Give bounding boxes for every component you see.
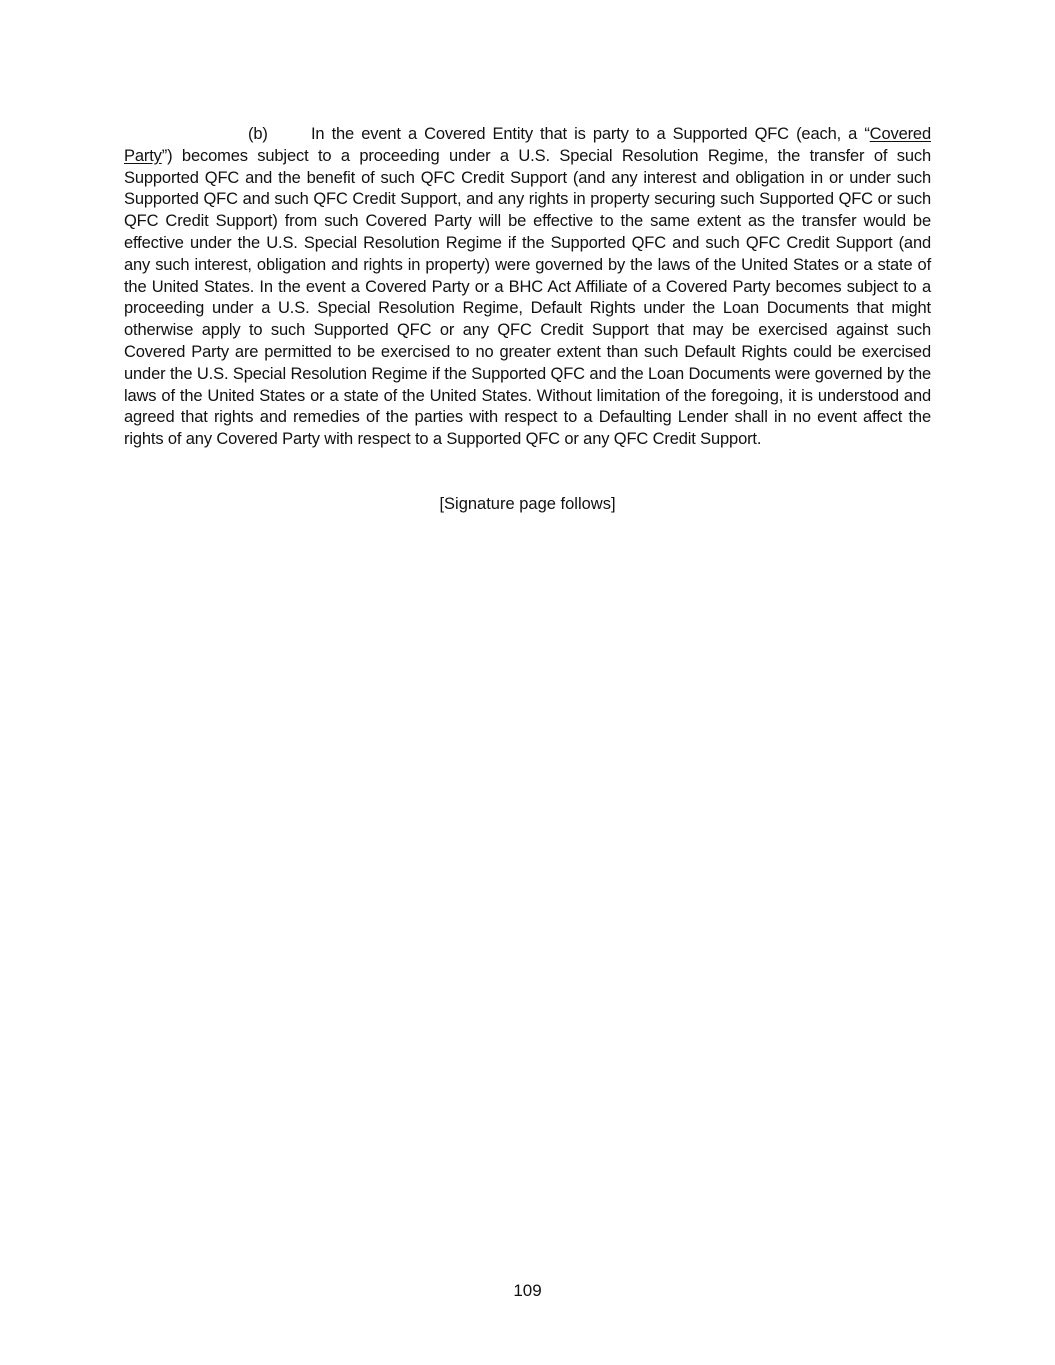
paragraph-label: (b) [248,125,268,143]
paragraph-body: ”) becomes subject to a proceeding under a U.S. Special Resolution Regime, the transfer of such Supported QFC and the benefit of such QFC Credit Support (and any interest and obligation in or under such Supported QFC and such QFC Credit Support, and any rights in property securing such Supported QFC or such QFC Credit Support) from such Covered Party will be effective to the same extent as the transfer would be effective under the U.S. Special Resolution Regime if the Supported QFC and such QFC Credit Support (and any such interest, obligation and rights in property) were governed by the laws of the United States or a state of the United States. In the event a Covered Party or a BHC Act Affiliate of a Covered Party becomes subject to a proceeding under a U.S. Special Resolution Regime, Default Rights under the Loan Documents that might otherwise apply to such Supported QFC or any QFC Credit Support that may be exercised against such Covered Party are permitted to be exercised to no greater extent than such Default Rights could be exercised under the U.S. Special Resolution Regime if the Supported QFC and the Loan Documents were governed by the laws of the United States or a state of the United States. Without limitation of the foregoing, it is understood and agreed that rights and remedies of the parties with respect to a Defaulting Lender shall in no event affect the rights of any Covered Party with respect to a Supported QFC or any QFC Credit Support. [124,146,931,449]
signature-page-note: [Signature page follows] [439,495,616,513]
defined-term-covered-party: Covered Party [124,125,931,165]
paragraph-intro: In the event a Covered Entity that is party to a Supported QFC (each, a “ [311,125,870,143]
paragraph-b [124,124,931,451]
page-number: 109 [513,1281,542,1300]
